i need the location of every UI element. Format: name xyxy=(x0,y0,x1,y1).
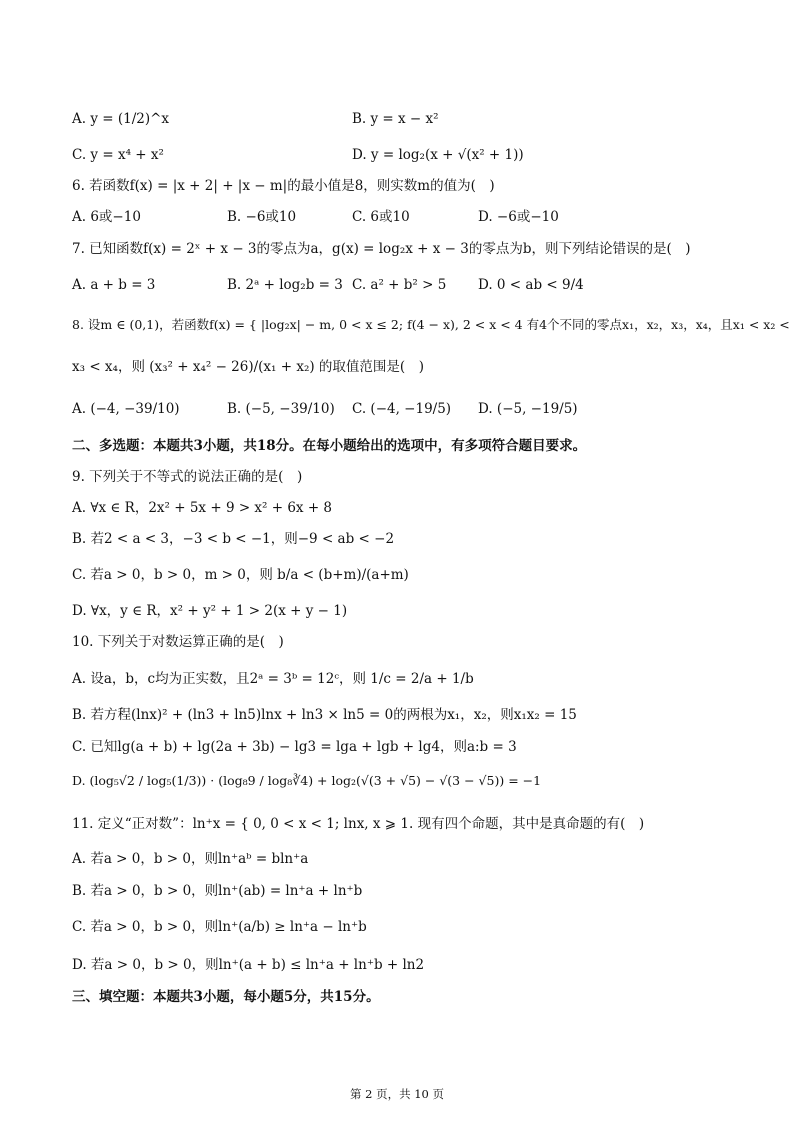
q7-option-c: C. a² + b² > 5 xyxy=(352,277,447,293)
q11-option-b: B. 若a > 0，b > 0，则ln⁺(ab) = ln⁺a + ln⁺b xyxy=(72,883,363,899)
q8-option-c: C. (−4, −19/5) xyxy=(352,401,452,417)
q10-option-d: D. (log₅√2 / log₅(1/3)) · (log₈9 / log₈∛4) + log₂(√(3 + √5) − √(3 − √5)) = −1 xyxy=(72,773,542,788)
q10-option-b: B. 若方程(lnx)² + (ln3 + ln5)lnx + ln3 × ln5 = 0的两根为x₁，x₂，则x₁x₂ = 15 xyxy=(72,707,577,723)
q6-option-b: B. −6或10 xyxy=(227,209,297,225)
q7-stem: 7. 已知函数f(x) = 2ˣ + x − 3的零点为a，g(x) = log₂x + x − 3的零点为b，则下列结论错误的是( ) xyxy=(72,241,691,257)
q7-option-d: D. 0 < ab < 9/4 xyxy=(478,277,584,293)
q10-option-a: A. 设a，b，c均为正实数，且2ᵃ = 3ᵇ = 12ᶜ，则 1/c = 2/a + 1/b xyxy=(72,671,474,687)
q9-stem: 9. 下列关于不等式的说法正确的是( ) xyxy=(72,469,303,485)
section-2-heading: 二、多选题：本题共3小题，共18分。在每小题给出的选项中，有多项符合题目要求。 xyxy=(72,438,587,454)
section-3-heading: 三、填空题：本题共3小题，每小题5分，共15分。 xyxy=(72,989,380,1005)
q11-option-d: D. 若a > 0，b > 0，则ln⁺(a + b) ≤ ln⁺a + ln⁺b + ln2 xyxy=(72,957,425,973)
q9-option-a: A. ∀x ∈ R，2x² + 5x + 9 > x² + 6x + 8 xyxy=(72,500,333,516)
page-number-footer: 第 2 页，共 10 页 xyxy=(349,1087,445,1101)
q8-option-d: D. (−5, −19/5) xyxy=(478,401,578,417)
q6-option-d: D. −6或−10 xyxy=(478,209,559,225)
q6-option-a: A. 6或−10 xyxy=(72,209,141,225)
q8-option-a: A. (−4, −39/10) xyxy=(72,401,180,417)
q11-stem: 11. 定义“正对数”：ln⁺x = { 0, 0 < x < 1; lnx, x ⩾ 1. 现有四个命题，其中是真命题的有( ) xyxy=(72,816,645,832)
q10-stem: 10. 下列关于对数运算正确的是( ) xyxy=(72,634,284,650)
q5-option-b: B. y = x − x² xyxy=(352,111,439,127)
q6-option-c: C. 6或10 xyxy=(352,209,410,225)
q8-stem-line2: x₃ < x₄，则 (x₃² + x₄² − 26)/(x₁ + x₂) 的取值范围是( ) xyxy=(72,359,424,375)
q9-option-d: D. ∀x，y ∈ R，x² + y² + 1 > 2(x + y − 1) xyxy=(72,603,348,619)
q6-stem: 6. 若函数f(x) = |x + 2| + |x − m|的最小值是8，则实数m的值为( ) xyxy=(72,178,495,194)
q8-option-b: B. (−5, −39/10) xyxy=(227,401,335,417)
q5-option-c: C. y = x⁴ + x² xyxy=(72,147,164,163)
q7-option-b: B. 2ᵃ + log₂b = 3 xyxy=(227,277,343,293)
q5-option-d: D. y = log₂(x + √(x² + 1)) xyxy=(352,147,524,163)
q9-option-b: B. 若2 < a < 3，−3 < b < −1，则−9 < ab < −2 xyxy=(72,531,395,547)
q11-option-a: A. 若a > 0，b > 0，则ln⁺aᵇ = bln⁺a xyxy=(72,851,309,867)
q5-option-a: A. y = (1/2)^x xyxy=(72,111,170,127)
q8-stem-line1: 8. 设m ∈ (0,1)，若函数f(x) = { |log₂x| − m, 0 < x ≤ 2; f(4 − x), 2 < x < 4 有4个不同的零点x₁，x₂，x₃，x₄，且x₁ < x₂ < xyxy=(72,317,790,332)
q11-option-c: C. 若a > 0，b > 0，则ln⁺(a/b) ≥ ln⁺a − ln⁺b xyxy=(72,919,367,935)
q10-option-c: C. 已知lg(a + b) + lg(2a + 3b) − lg3 = lga + lgb + lg4，则a:b = 3 xyxy=(72,739,517,755)
q7-option-a: A. a + b = 3 xyxy=(72,277,156,293)
q9-option-c: C. 若a > 0，b > 0，m > 0，则 b/a < (b+m)/(a+m) xyxy=(72,567,409,583)
